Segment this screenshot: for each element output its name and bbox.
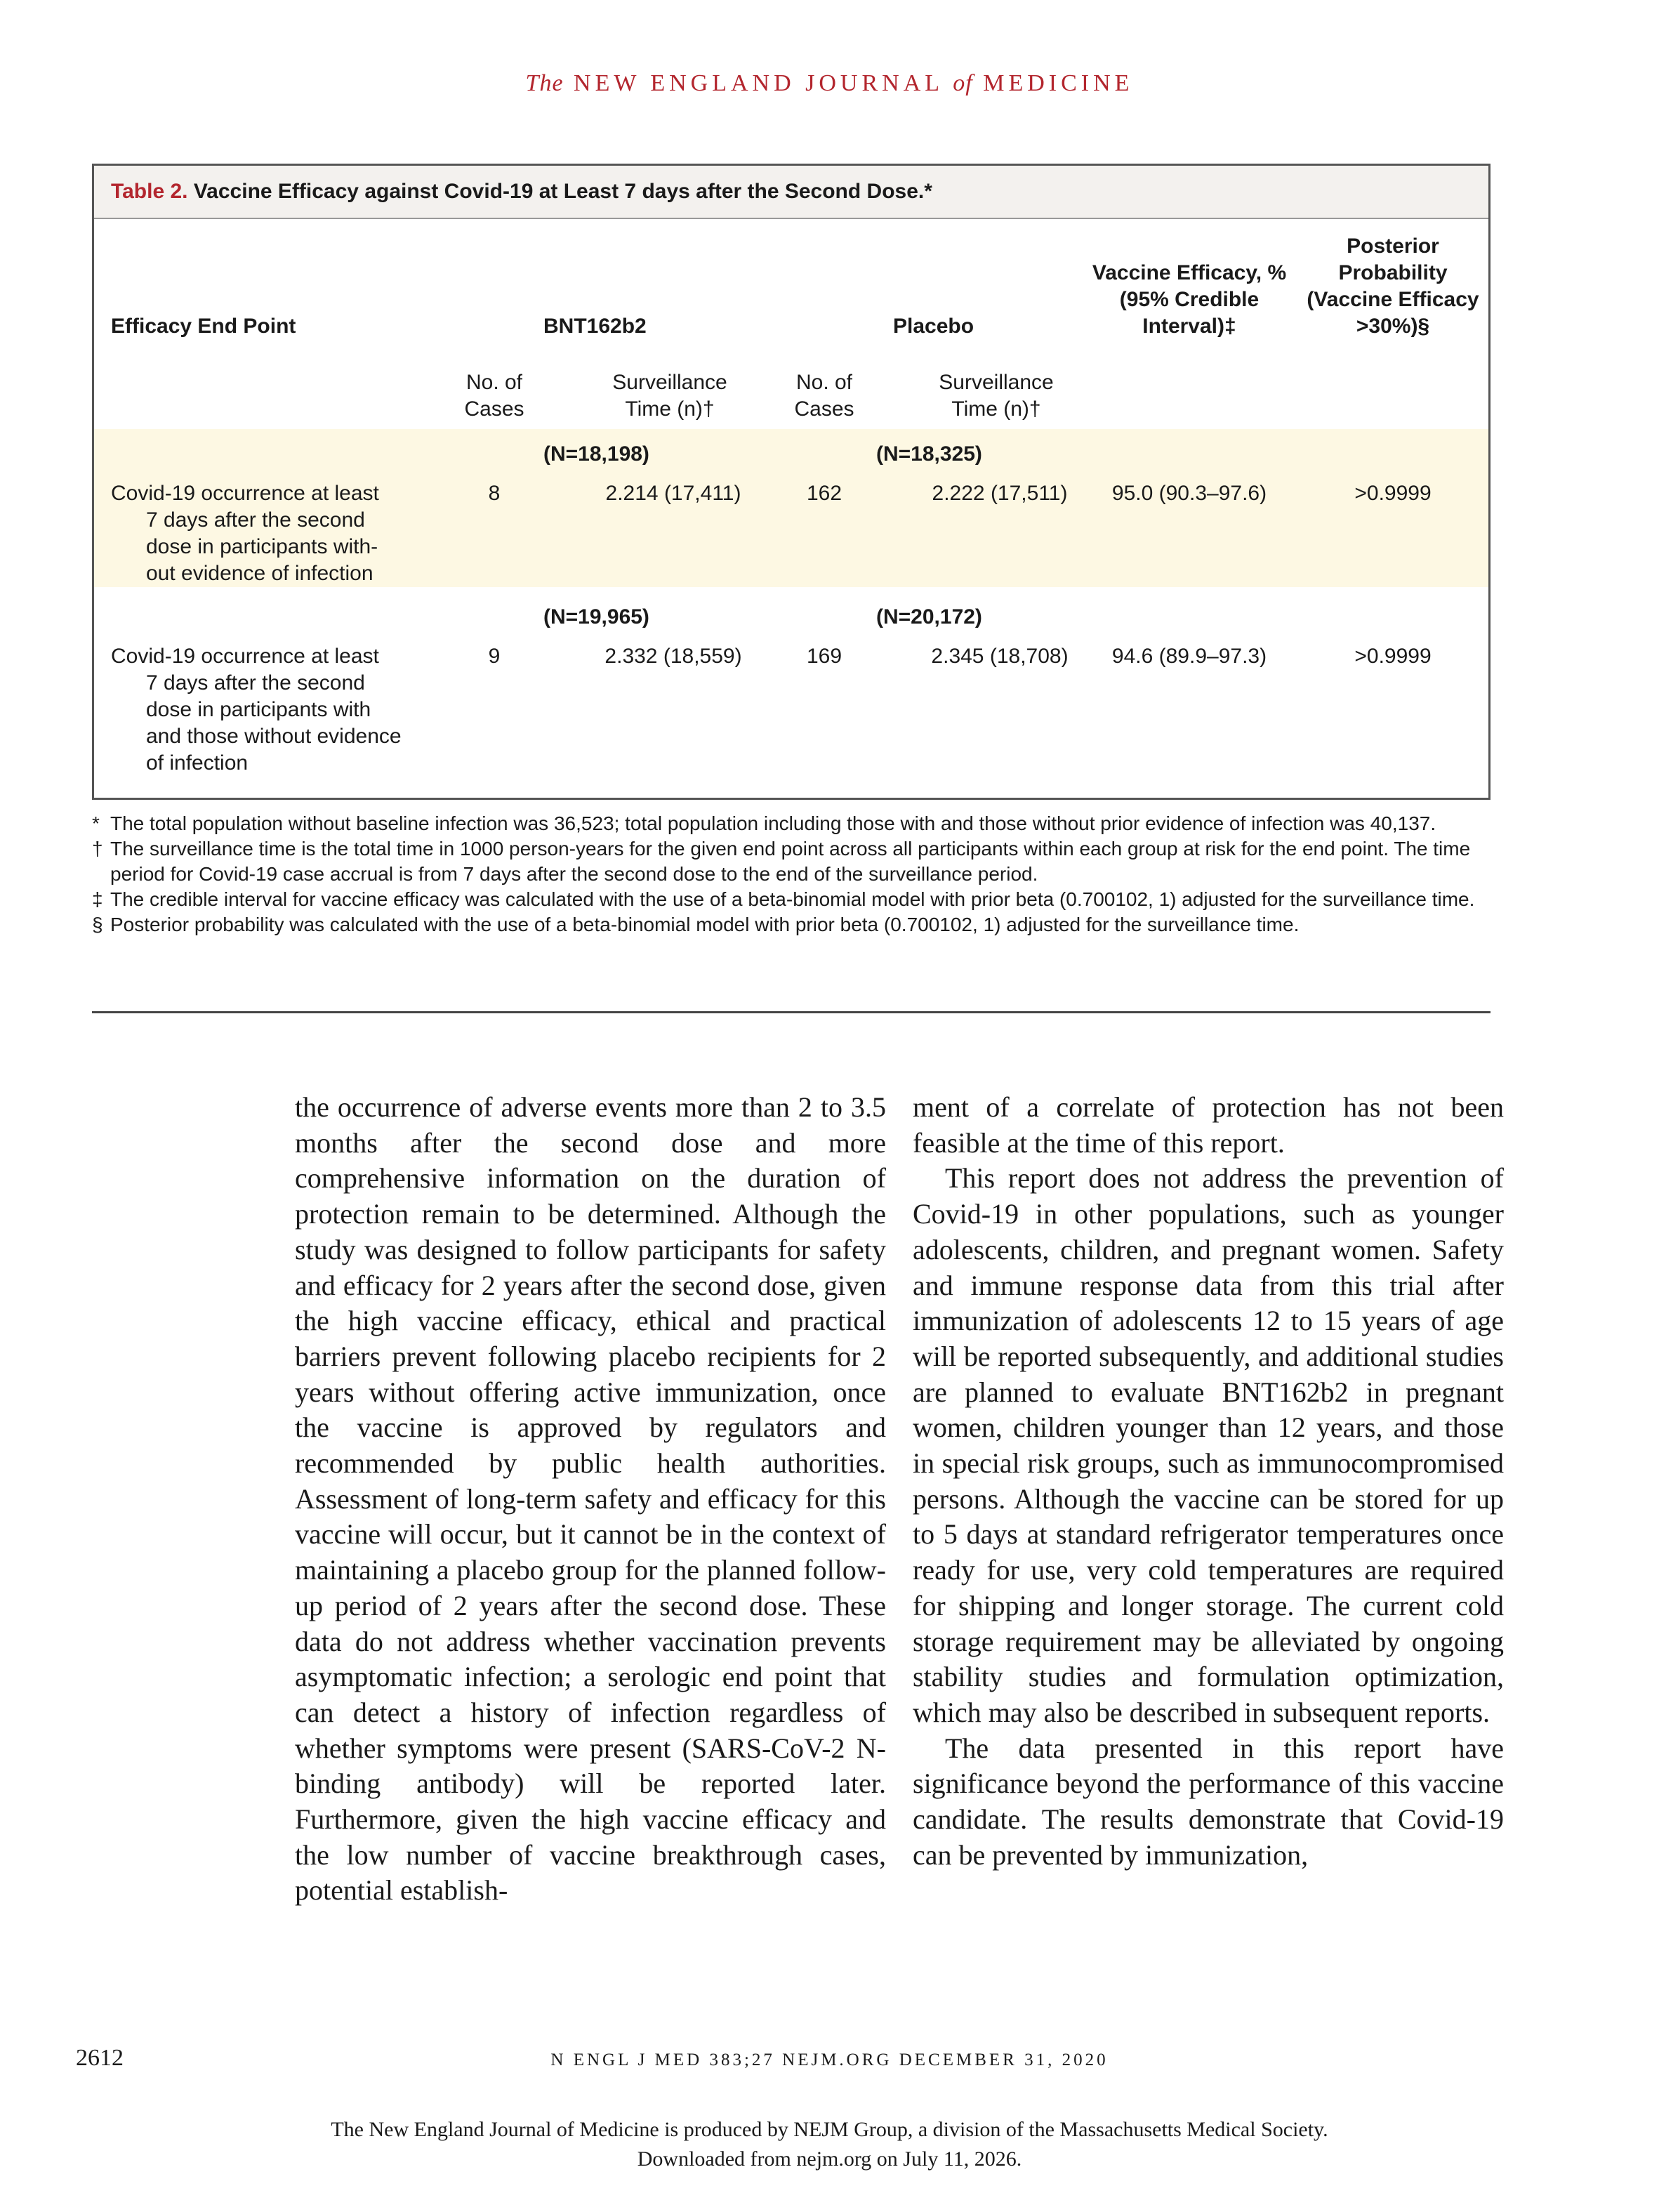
running-head-of: of — [953, 70, 973, 96]
row2-vaccine-cases: 9 — [488, 645, 501, 668]
body-paragraph: The data presented in this report have significance beyond the performance of this vaccine candidate. The results demonstrate that Covid-19 can be prevented by immunization, — [913, 1732, 1504, 1871]
subheader-line: Cases — [464, 397, 524, 421]
row2-efficacy: 94.6 (89.9–97.3) — [1111, 645, 1267, 668]
header-vaccine: BNT162b2 — [543, 315, 647, 338]
body-column-right — [913, 1090, 1504, 1873]
endpoint-line: 7 days after the second — [146, 508, 365, 532]
row1-efficacy: 95.0 (90.3–97.6) — [1111, 482, 1267, 505]
header-posterior-line: (Vaccine Efficacy — [1307, 288, 1479, 311]
endpoint-line: of infection — [146, 751, 249, 775]
header-posterior-line: Posterior — [1347, 235, 1439, 258]
downloaded-line: Downloaded from nejm.org on July 11, 2026. — [637, 2147, 1022, 2171]
citation-line: N ENGL J MED 383;27 NEJM.ORG DECEMBER 31, 2020 — [550, 2050, 1109, 2069]
table-caption — [94, 166, 1488, 219]
footnote — [92, 811, 1491, 836]
row2-placebo-time: 2.345 (18,708) — [931, 645, 1069, 668]
page-number: 2612 — [76, 2045, 124, 2071]
subheader-vaccine-cases — [431, 369, 557, 423]
footnote-text: Posterior probability was calculated with the use of a beta-binomial model with prior beta (0.700102, 1) adjusted for the surveillance time. — [110, 914, 1300, 935]
header-efficacy-line: (95% Credible — [1119, 288, 1260, 311]
subheader-vaccine-time — [564, 369, 775, 423]
endpoint-line: Covid-19 occurrence at least — [111, 645, 379, 668]
footnote — [92, 912, 1491, 937]
row2-endpoint — [111, 643, 448, 777]
header-posterior-line: Probability — [1338, 261, 1448, 284]
header-efficacy-line: Interval)‡ — [1142, 315, 1236, 338]
footnote-text: The total population without baseline infection was 36,523; total population including those with and those without prior evidence of infection was 40,137. — [110, 812, 1436, 834]
footnote-mark: ‡ — [92, 888, 103, 910]
header-posterior — [1302, 233, 1484, 340]
body-paragraph: This report does not address the prevention of Covid-19 in other populations, such as younger adolescents, children, and pregnant women. Safety and immune response data from this trial after immunization of adolescents 12 to 15 years of age will be reported subsequently, and additional studies are planned to evaluate BNT162b2 in pregnant women, children younger than 12 years, and those in special risk groups, such as immunocompromised persons. Although the vaccine can be stored for up to 5 days at standard refrigerator temperatures once ready for use, very cold temperatures are required for shipping and longer storage. The current cold storage requirement may be alleviated by ongoing stability studies and formulation optimization, which may also be described in subsequent reports. — [913, 1162, 1504, 1728]
subheader-line: Surveillance — [939, 371, 1054, 394]
table-footnotes — [92, 811, 1491, 937]
row2-vaccine-time: 2.332 (18,559) — [604, 645, 742, 668]
running-head — [0, 70, 1659, 97]
table-title: Vaccine Efficacy against Covid-19 at Least 7 days after the Second Dose.* — [193, 180, 932, 203]
footnote-mark: † — [92, 838, 103, 860]
endpoint-line: Covid-19 occurrence at least — [111, 482, 379, 505]
row2-n-placebo: (N=20,172) — [876, 605, 982, 628]
running-head-the: The — [525, 70, 564, 96]
footnote-text: The surveillance time is the total time in 1000 person-years for the given end point across all participants within each group at risk for the end point. The time period for Covid-19 case accrual is from 7 days after the second dose to the end of the surveillance period. — [110, 838, 1471, 885]
footnote — [92, 887, 1491, 912]
body-column-left — [295, 1090, 886, 1909]
subheader-line: Time (n)† — [951, 397, 1041, 421]
footnote-rule — [92, 1011, 1491, 1013]
row1-vaccine-time: 2.214 (17,411) — [605, 482, 741, 505]
subheader-placebo-time — [891, 369, 1102, 423]
row2-placebo-cases: 169 — [806, 645, 842, 668]
table-number: Table 2. — [111, 180, 188, 203]
download-notice — [0, 2115, 1659, 2174]
endpoint-line: 7 days after the second — [146, 671, 365, 694]
row1-placebo-time: 2.222 (17,511) — [932, 482, 1068, 505]
row1-endpoint — [111, 480, 448, 587]
subheader-line: Cases — [794, 397, 854, 421]
row2-posterior: >0.9999 — [1354, 645, 1432, 668]
endpoint-line: dose in participants with- — [146, 535, 378, 558]
footnote-mark: * — [92, 812, 100, 834]
efficacy-table — [92, 164, 1491, 800]
body-paragraph: the occurrence of adverse events more than 2 to 3.5 months after the second dose and more comprehensive information on the duration of protection remain to be determined. Although the study was designed to follow participants for safety and efficacy for 2 years after the second dose, given the high vaccine efficacy, ethical and practical barriers prevent following placebo recipients for 2 years without offering active immunization, once the vaccine is approved by regulators and recommended by public health authorities. Assessment of long-term safety and efficacy for this vaccine will occur, but it cannot be in the context of maintaining a placebo group for the planned follow-up period of 2 years after the second dose. These data do not address whether vaccination prevents asymptomatic infection; a serologic end point that can detect a history of infection regardless of whether symptoms were present (SARS-CoV-2 N-binding antibody) will be reported later. Furthermore, given the high vaccine efficacy and the low number of vaccine breakthrough cases, potential establish- — [295, 1091, 886, 1907]
header-efficacy-line: Vaccine Efficacy, % — [1092, 261, 1287, 284]
produced-by-line: The New England Journal of Medicine is produced by NEJM Group, a division of the Massachusetts Medical Society. — [331, 2118, 1328, 2141]
running-head-journal: NEW ENGLAND JOURNAL — [574, 70, 943, 96]
subheader-line: Time (n)† — [625, 397, 715, 421]
row1-posterior: >0.9999 — [1354, 482, 1432, 505]
row2-n-vaccine: (N=19,965) — [543, 605, 649, 628]
header-placebo: Placebo — [893, 315, 974, 338]
endpoint-line: out evidence of infection — [146, 562, 374, 585]
header-efficacy — [1084, 260, 1295, 340]
row1-n-placebo: (N=18,325) — [876, 442, 982, 466]
endpoint-line: and those without evidence — [146, 725, 402, 748]
row1-placebo-cases: 162 — [806, 482, 842, 505]
header-endpoint: Efficacy End Point — [111, 315, 296, 338]
footnote-mark: § — [92, 914, 103, 935]
row1-n-vaccine: (N=18,198) — [543, 442, 649, 466]
footnote — [92, 836, 1491, 887]
body-paragraph: ment of a correlate of protection has not been feasible at the time of this report. — [913, 1091, 1504, 1159]
header-posterior-line: >30%)§ — [1356, 315, 1430, 338]
subheader-line: No. of — [795, 371, 853, 394]
subheader-line: Surveillance — [612, 371, 727, 394]
subheader-line: No. of — [465, 371, 523, 394]
endpoint-line: dose in participants with — [146, 698, 371, 721]
footnote-text: The credible interval for vaccine efficacy was calculated with the use of a beta-binomial model with prior beta (0.700102, 1) adjusted for the surveillance time. — [110, 888, 1475, 910]
subheader-placebo-cases — [761, 369, 887, 423]
running-head-medicine: MEDICINE — [983, 70, 1134, 96]
row1-vaccine-cases: 8 — [488, 482, 501, 505]
